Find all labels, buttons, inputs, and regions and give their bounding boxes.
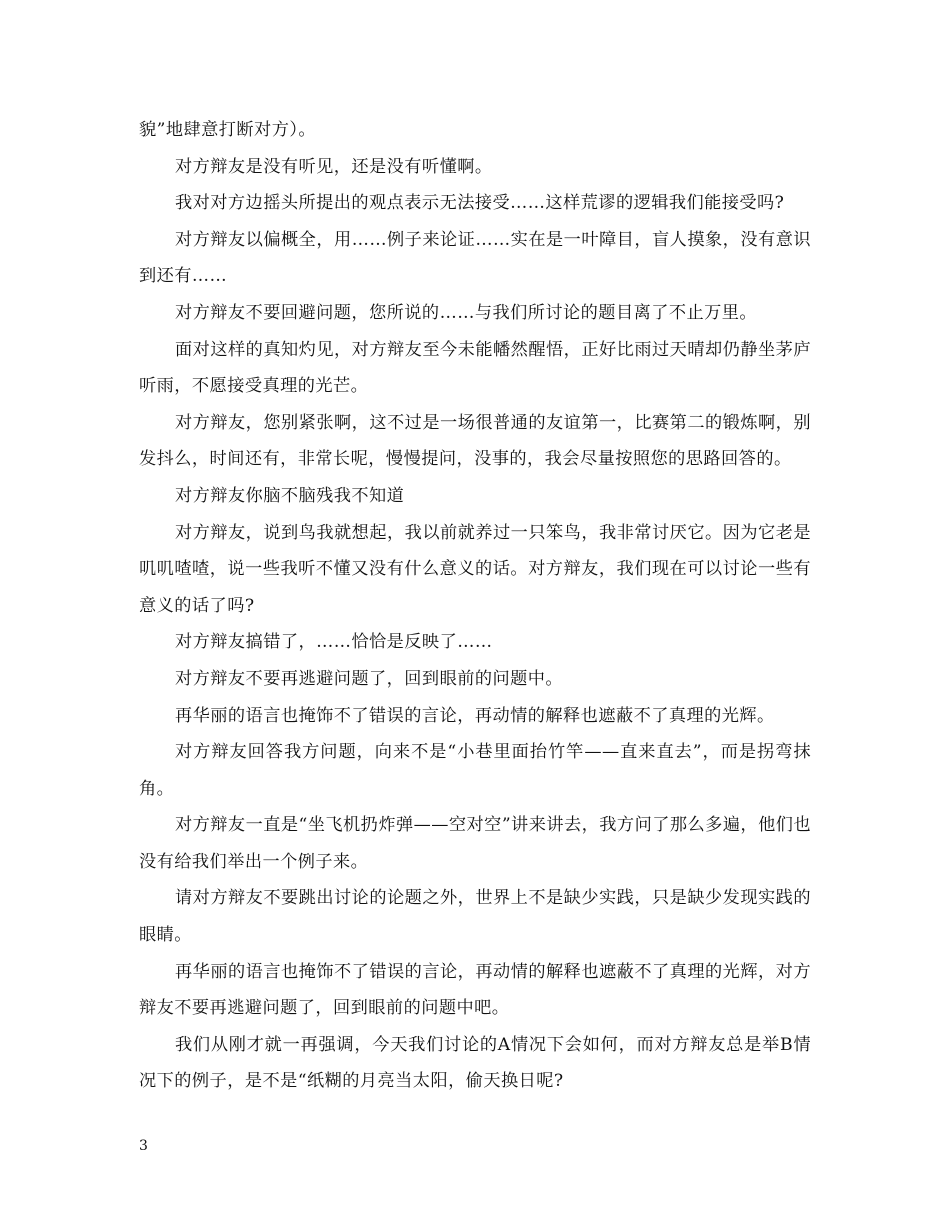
document-body [139,112,811,1100]
paragraph-continuation: 貌”地肆意打断对方）。 [139,120,317,140]
paragraph: 再华丽的语言也掩饰不了错误的言论，再动情的解释也遮蔽不了真理的光辉。 [175,705,775,726]
page-number: 3 [139,1138,148,1154]
paragraph: 对方辩友一直是“坐飞机扔炸弹——空对空”讲来讲去，我方问了那么多遍，他们也没有给我们举出一个例子来。 [139,815,811,872]
paragraph: 我们从刚才就一再强调，今天我们讨论的A情况下会如何，而对方辩友总是举B情况下的例子，是不是“纸糊的月亮当太阳，偷天换日呢? [139,1034,811,1092]
paragraph: 对方辩友，您别紧张啊，这不过是一场很普通的友谊第一，比赛第二的锻炼啊，别发抖么，时间还有，非常长呢，慢慢提问，没事的，我会尽量按照您的思路回答的。 [139,412,811,470]
paragraph: 我对对方边摇头所提出的观点表示无法接受……这样荒谬的逻辑我们能接受吗? [175,193,785,214]
paragraph: 对方辩友不要回避问题，您所说的……与我们所讨论的题目离了不止万里。 [175,302,758,323]
paragraph: 请对方辩友不要跳出讨论的论题之外，世界上不是缺少实践，只是缺少发现实践的眼睛。 [139,888,811,946]
paragraph: 再华丽的语言也掩饰不了错误的言论，再动情的解释也遮蔽不了真理的光辉，对方辩友不要再逃避问题了，回到眼前的问题中吧。 [139,961,811,1019]
paragraph: 对方辩友不要再逃避问题了，回到眼前的问题中。 [175,668,564,689]
paragraph: 对方辩友是没有听见，还是没有听懂啊。 [175,156,493,177]
paragraph: 对方辩友，说到鸟我就想起，我以前就养过一只笨鸟，我非常讨厌它。因为它老是叽叽喳喳，说一些我听不懂又没有什么意义的话。对方辩友，我们现在可以讨论一些有意义的话了吗? [139,522,811,616]
paragraph: 对方辩友搞错了，……恰恰是反映了…… [175,632,493,653]
paragraph: 对方辩友以偏概全，用……例子来论证……实在是一叶障目，盲人摸象，没有意识到还有…… [139,229,811,287]
paragraph: 面对这样的真知灼见，对方辩友至今未能幡然醒悟，正好比雨过天晴却仍静坐茅庐听雨，不愿接受真理的光芒。 [139,339,811,397]
paragraph: 对方辩友回答我方问题，向来不是“小巷里面抬竹竿——直来直去”，而是拐弯抹角。 [139,742,811,799]
paragraph: 对方辩友你脑不脑残我不知道 [175,485,405,506]
